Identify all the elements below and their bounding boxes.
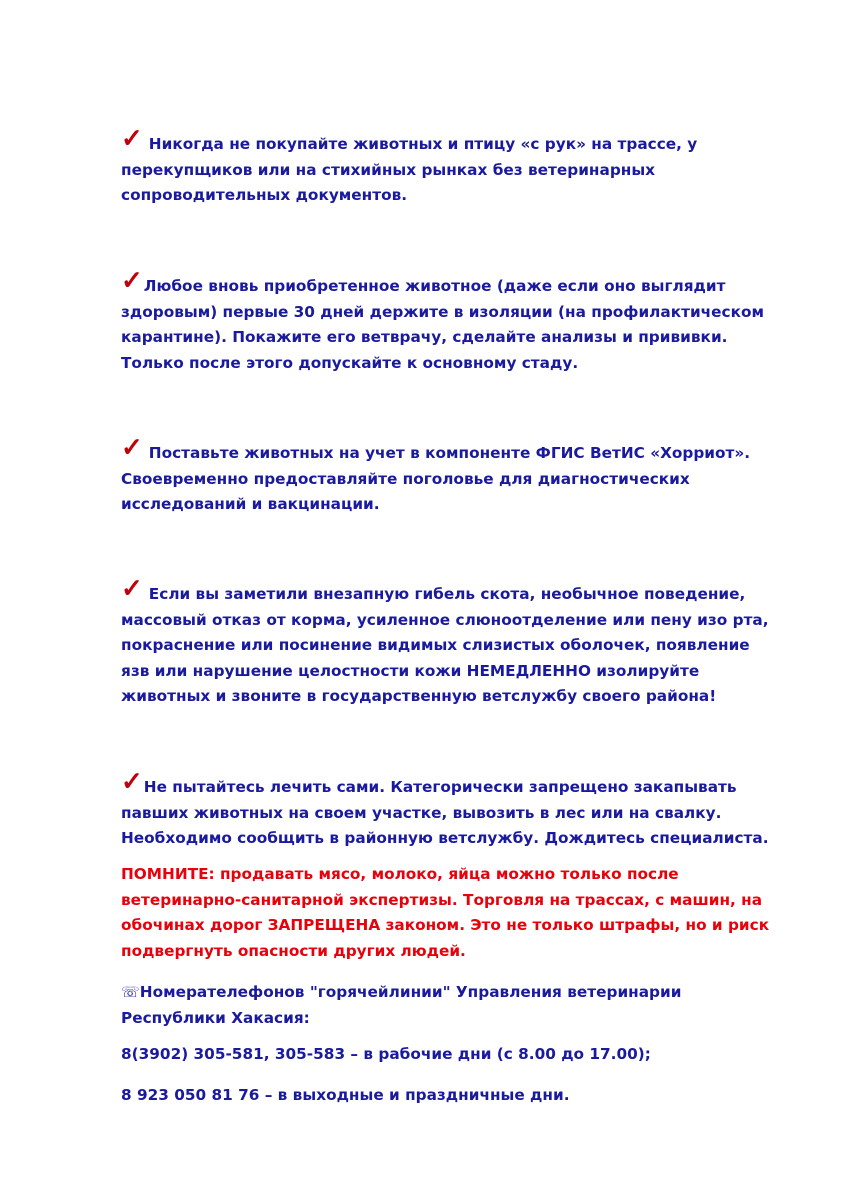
warning-line: ветеринарно-санитарной экспертизы. Торговля на трассах, с машин, на: [121, 890, 763, 909]
advice-line: карантине). Покажите его ветврачу, сделайте анализы и прививки.: [121, 328, 728, 346]
advice-line: исследований и вакцинации.: [121, 495, 380, 513]
advice-line: массовый отказ от корма, усиленное слюноотделение или пену изо рта,: [121, 610, 769, 629]
advice-line: Только после этого допускайте к основному стаду.: [121, 353, 579, 372]
advice-line: ✓Любое вновь приобретенное животное (даже если оно выглядит: [121, 266, 726, 296]
warning-line: подвергнуть опасности других людей.: [121, 941, 466, 960]
advice-line: Необходимо сообщить в районную ветслужбу. Дождитесь специалиста.: [121, 829, 769, 847]
warning-line: ПОМНИТЕ: продавать мясо, молоко, яйца можно только после: [121, 865, 679, 883]
advice-line: покраснение или посинение видимых слизистых оболочек, появление: [121, 636, 750, 654]
advice-line: сопроводительных документов.: [121, 186, 408, 204]
checkmark-icon: ✓: [121, 574, 143, 604]
advice-item-5: [121, 767, 811, 852]
hotline-line: Республики Хакасия:: [121, 1008, 310, 1027]
checkmark-icon: ✓: [121, 767, 143, 797]
advice-line: павших животных на своем участке, вывозить в лес или на свалку.: [121, 803, 722, 822]
advice-line: ✓ Никогда не покупайте животных и птицу «с рук» на трассе, у: [121, 124, 698, 154]
advice-line: здоровым) первые 30 дней держите в изоляции (на профилактическом: [121, 302, 764, 321]
advice-item-1: [121, 124, 811, 209]
advice-item-3: [121, 433, 811, 518]
checkmark-icon: ✓: [121, 433, 143, 463]
advice-line: ✓ Если вы заметили внезапную гибель скота, необычное поведение,: [121, 574, 746, 604]
hotline-heading: [121, 980, 811, 1031]
phone-weekends: 8 923 050 81 76 – в выходные и праздничные дни.: [121, 1086, 570, 1104]
warning-block: [121, 862, 811, 964]
advice-line: Своевременно предоставляйте поголовье для диагностических: [121, 469, 690, 488]
checkmark-icon: ✓: [121, 124, 143, 154]
advice-line: животных и звоните в государственную ветслужбу своего района!: [121, 687, 717, 705]
advice-item-2: [121, 266, 811, 376]
telephone-icon: ☏: [121, 983, 140, 1001]
advice-line: перекупщиков или на стихийных рынках без ветеринарных: [121, 160, 656, 179]
warning-line: обочинах дорог ЗАПРЕЩЕНА законом. Это не только штрафы, но и риск: [121, 916, 770, 934]
hotline-line: ☏Номерателефонов "горячейлинии" Управления ветеринарии: [121, 983, 682, 1001]
advice-line: язв или нарушение целостности кожи НЕМЕДЛЕННО изолируйте: [121, 661, 700, 680]
advice-line: ✓ Поставьте животных на учет в компоненте ФГИС ВетИС «Хорриот».: [121, 433, 751, 463]
advice-line: ✓Не пытайтесь лечить сами. Категорически запрещено закапывать: [121, 767, 737, 797]
checkmark-icon: ✓: [121, 266, 143, 296]
phone-weekdays: 8(3902) 305-581, 305-583 – в рабочие дни (с 8.00 до 17.00);: [121, 1045, 651, 1063]
advice-item-4: [121, 574, 811, 710]
